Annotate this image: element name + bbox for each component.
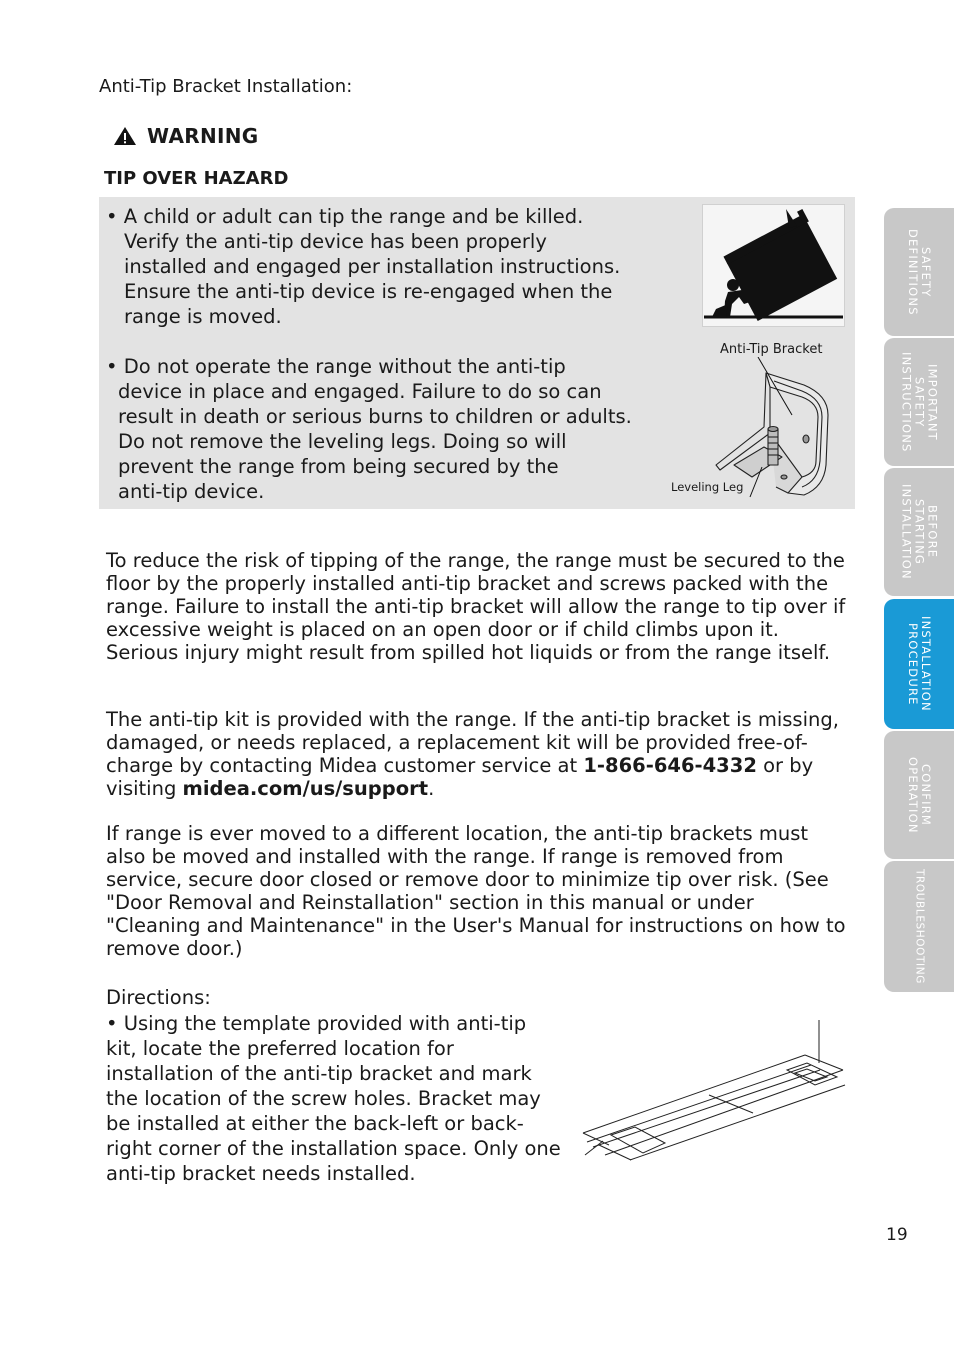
tab-troubleshooting[interactable] (884, 861, 954, 992)
warning-triangle-icon (113, 126, 137, 146)
directions-text: • Using the template provided with anti-tip kit, locate the preferred location for installation of the anti-tip bracket and mark the location of the screw holes. Bracket may be installed at either the back-left or back-right corner of the installation space. Only one anti-tip bracket needs installed. (106, 1012, 561, 1185)
body-paragraph: To reduce the risk of tipping of the range, the range must be secured to the floor by the properly installed anti-tip bracket and screws packed with the range. Failure to install the anti-tip bracket will allow the range to tip over if excessive weight is placed on an open door or if child climbs upon it. Serious injury might result from spilled hot liquids or from the range itself. (106, 549, 846, 664)
warning-bullet-line: anti-tip device. (118, 480, 265, 503)
section-title: Anti-Tip Bracket Installation: (99, 76, 353, 97)
tab-before-starting-installation[interactable] (884, 468, 954, 596)
body-paragraph (106, 708, 851, 800)
tab-label: BEFORE STARTING INSTALLATION (899, 484, 940, 580)
warning-box (99, 197, 855, 509)
warning-label: WARNING (147, 124, 259, 148)
template-placement-diagram (575, 1015, 850, 1170)
anti-tip-bracket-label: Anti-Tip Bracket (720, 342, 823, 357)
anti-tip-bracket-illustration (706, 357, 846, 502)
tab-important-safety-instructions[interactable] (884, 338, 954, 466)
warning-header (113, 124, 258, 148)
tab-label: INSTALLATION PROCEDURE (906, 616, 933, 712)
warning-bullet (106, 354, 666, 504)
warning-bullet-line: Do not remove the leveling legs. Doing so will (118, 430, 567, 453)
tab-confirm-operation[interactable] (884, 731, 954, 859)
warning-bullet-line: • Do not operate the range without the anti-tip (106, 355, 566, 378)
paragraph-text: . (428, 777, 435, 800)
tip-over-pictogram (702, 204, 845, 327)
body-paragraph: If range is ever moved to a different location, the anti-tip brackets must also be moved and installed with the range. If range is removed from service, secure door closed or remove door to minimize tip over risk. (See "Door Removal and Reinstallation" section in this manual or under "Cleaning and Maintenance" in the User's Manual for instructions on how to remove door.) (106, 822, 846, 960)
warning-bullet (106, 204, 666, 329)
warning-bullet-line: installed and engaged per installation instructions. (124, 255, 621, 278)
paragraph-text: or by visiting (106, 754, 814, 800)
paragraph-text: The anti-tip kit is provided with the range. If the anti-tip bracket is missing, damaged, or needs replaced, a replacement kit will be provided free-of-charge by contacting Midea customer service at (106, 708, 839, 777)
tab-label: CONFIRM OPERATION (906, 756, 933, 834)
customer-service-phone: 1-866-646-4332 (583, 754, 757, 777)
warning-bullet-line: range is moved. (124, 305, 282, 328)
warning-bullet-line: device in place and engaged. Failure to do so can (118, 380, 602, 403)
tab-label: SAFETY DEFINITIONS (906, 228, 933, 316)
tab-installation-procedure[interactable] (884, 599, 954, 729)
tab-safety-definitions[interactable] (884, 208, 954, 336)
tab-label: TROUBLESHOOTING (913, 869, 926, 984)
hazard-title: TIP OVER HAZARD (104, 168, 289, 189)
support-website-link[interactable]: midea.com/us/support (182, 777, 429, 800)
warning-bullet-line: Verify the anti-tip device has been properly (124, 230, 547, 253)
page-number: 19 (886, 1225, 908, 1245)
directions-label: Directions: (106, 986, 211, 1009)
warning-bullet-line: result in death or serious burns to children or adults. (118, 405, 632, 428)
warning-bullet-line: Ensure the anti-tip device is re-engaged when the (124, 280, 613, 303)
tab-label: IMPORTANT SAFETY INSTRUCTIONS (899, 351, 940, 453)
warning-bullet-line: • A child or adult can tip the range and be killed. (106, 205, 584, 228)
leveling-leg-label: Leveling Leg (671, 480, 744, 494)
warning-bullet-line: prevent the range from being secured by the (118, 455, 559, 478)
